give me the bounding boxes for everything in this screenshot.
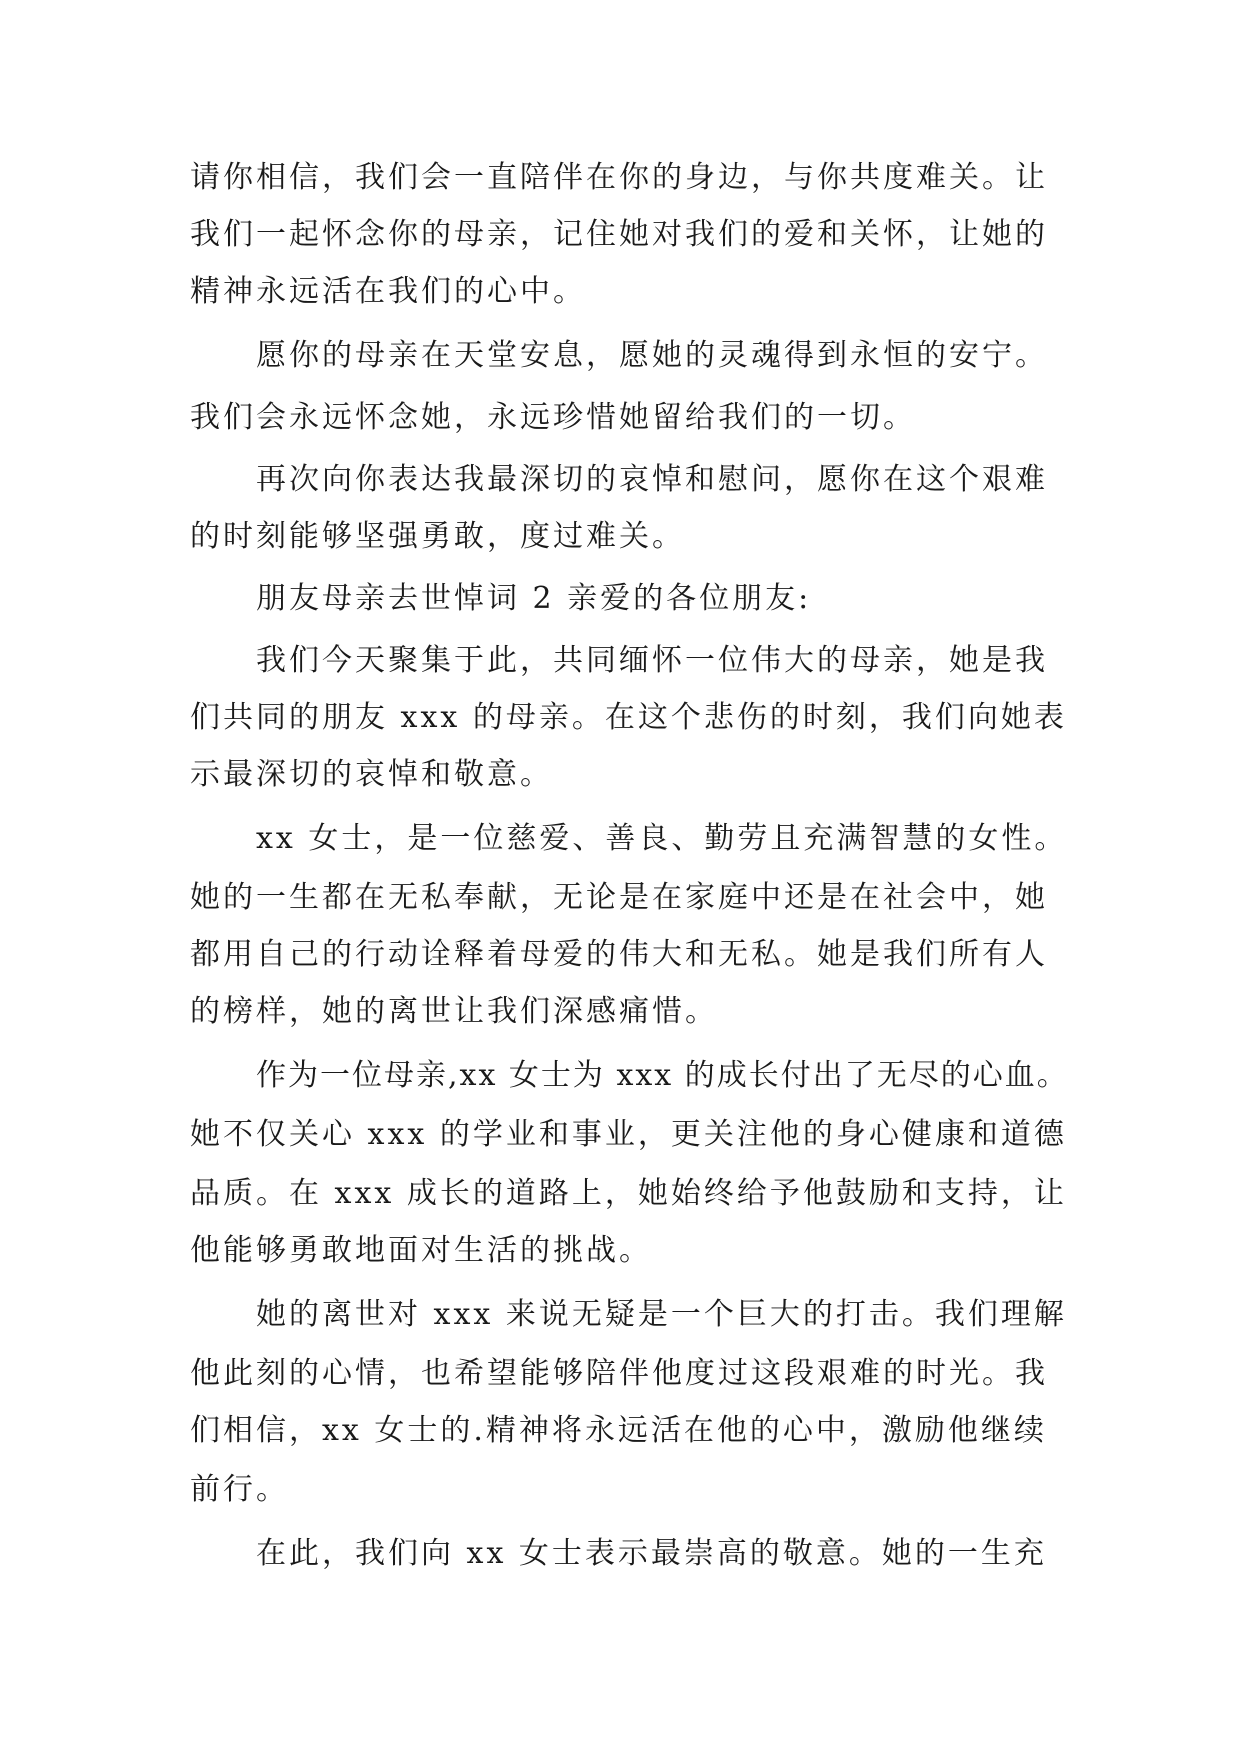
text-line: 他能够勇敢地面对生活的挑战。 <box>190 1233 652 1268</box>
paragraph-start-line: 她的离世对 xxx 来说无疑是一个巨大的打击。我们理解 <box>256 1297 1067 1332</box>
text-line: 请你相信，我们会一直陪伴在你的身边，与你共度难关。让 <box>190 160 1048 195</box>
text-line: 他此刻的心情，也希望能够陪伴他度过这段艰难的时光。我 <box>190 1356 1048 1391</box>
paragraph-start-line: 在此，我们向 xx 女士表示最崇高的敬意。她的一生充 <box>256 1536 1047 1571</box>
text-line: 品质。在 xxx 成长的道路上，她始终给予他鼓励和支持，让 <box>190 1176 1067 1211</box>
paragraph-start-line: 作为一位母亲,xx 女士为 xxx 的成长付出了无尽的心血。 <box>256 1058 1069 1093</box>
text-line: 她不仅关心 xxx 的学业和事业，更关注他的身心健康和道德 <box>190 1117 1067 1152</box>
paragraph-start-line: 再次向你表达我最深切的哀悼和慰问，愿你在这个艰难 <box>256 462 1048 497</box>
text-line: 我们会永远怀念她，永远珍惜她留给我们的一切。 <box>190 400 916 435</box>
text-line: 前行。 <box>190 1472 289 1507</box>
paragraph-start-line: xx 女士，是一位慈爱、善良、勤劳且充满智慧的女性。 <box>256 821 1068 856</box>
text-line: 精神永远活在我们的心中。 <box>190 274 586 309</box>
paragraph-start-line: 愿你的母亲在天堂安息，愿她的灵魂得到永恒的安宁。 <box>256 338 1048 373</box>
text-line: 们相信，xx 女士的.精神将永远活在他的心中，激励他继续 <box>190 1413 1047 1448</box>
paragraph-start-line: 我们今天聚集于此，共同缅怀一位伟大的母亲，她是我 <box>256 643 1048 678</box>
text-line: 们共同的朋友 xxx 的母亲。在这个悲伤的时刻，我们向她表 <box>190 700 1067 735</box>
text-line: 我们一起怀念你的母亲，记住她对我们的爱和关怀，让她的 <box>190 217 1048 252</box>
text-line: 都用自己的行动诠释着母爱的伟大和无私。她是我们所有人 <box>190 937 1048 972</box>
text-line: 的榜样，她的离世让我们深感痛惜。 <box>190 994 718 1029</box>
text-line: 她的一生都在无私奉献，无论是在家庭中还是在社会中，她 <box>190 880 1048 915</box>
text-line: 的时刻能够坚强勇敢，度过难关。 <box>190 519 685 554</box>
text-line: 示最深切的哀悼和敬意。 <box>190 757 553 792</box>
section-heading-line: 朋友母亲去世悼词 2 亲爱的各位朋友: <box>256 581 812 616</box>
